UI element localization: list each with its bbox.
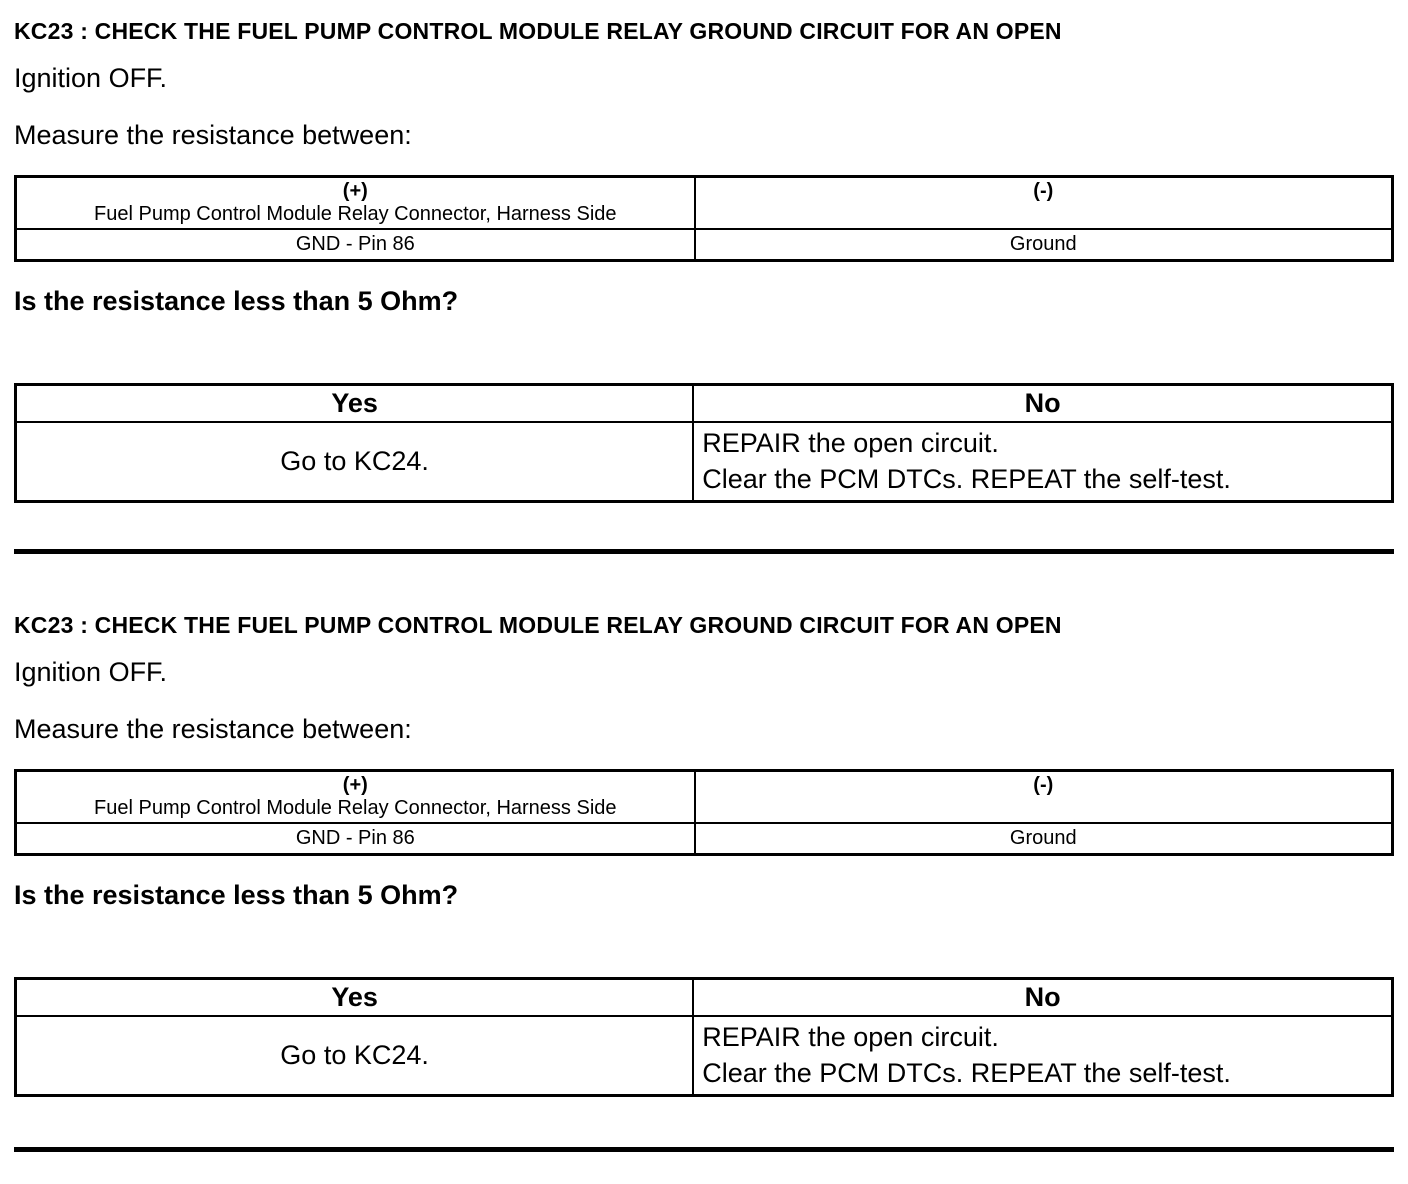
measure-instruction: Measure the resistance between:	[14, 713, 412, 744]
test-step-title: KC23 : CHECK THE FUEL PUMP CONTROL MODULE RELAY GROUND CIRCUIT FOR AN OPEN	[14, 611, 1062, 638]
yes-action: Go to KC24.	[16, 1016, 694, 1095]
no-action	[693, 1016, 1392, 1095]
diagnostic-question: Is the resistance less than 5 Ohm?	[14, 286, 459, 316]
no-action-line-2: Clear the PCM DTCs. REPEAT the self-test.	[702, 464, 1231, 495]
no-action	[693, 422, 1392, 501]
decision-table	[14, 977, 1394, 1097]
measure-instruction: Measure the resistance between:	[14, 120, 412, 150]
decision-table	[14, 383, 1394, 503]
test-step-title: KC23 : CHECK THE FUEL PUMP CONTROL MODULE RELAY GROUND CIRCUIT FOR AN OPEN	[14, 18, 1062, 44]
minus-header-cell	[695, 770, 1393, 823]
no-header: No	[693, 385, 1392, 423]
plus-pin-value: GND - Pin 86	[16, 823, 695, 855]
minus-polarity-label: (-)	[1033, 180, 1054, 202]
plus-polarity-label: (+)	[342, 180, 368, 202]
decision-header-row	[16, 385, 1393, 423]
measurement-value-row	[16, 823, 1393, 855]
no-action-line-1: REPAIR the open circuit.	[702, 1021, 999, 1052]
yes-header: Yes	[16, 385, 694, 423]
no-header: No	[693, 978, 1392, 1016]
minus-pin-value: Ground	[695, 229, 1393, 261]
measurement-header-row	[16, 177, 1393, 230]
yes-action: Go to KC24.	[16, 422, 694, 501]
no-action-line-1: REPAIR the open circuit.	[702, 428, 999, 458]
plus-header-cell	[16, 770, 695, 823]
minus-header-cell	[695, 177, 1393, 230]
section-divider	[14, 549, 1394, 554]
plus-header-cell	[16, 177, 695, 230]
pinpoint-test-block-1	[14, 18, 1394, 503]
pinpoint-test-block-2	[14, 612, 1394, 1097]
no-action-line-2: Clear the PCM DTCs. REPEAT the self-test.	[702, 1058, 1231, 1089]
plus-connector-label: Fuel Pump Control Module Relay Connector, Harness Side	[94, 203, 617, 225]
ignition-instruction: Ignition OFF.	[14, 656, 168, 687]
plus-connector-label: Fuel Pump Control Module Relay Connector, Harness Side	[94, 796, 617, 819]
section-divider	[14, 1147, 1394, 1152]
measurement-value-row	[16, 229, 1393, 261]
plus-pin-value: GND - Pin 86	[16, 229, 695, 261]
decision-value-row	[16, 422, 1393, 501]
ignition-instruction: Ignition OFF.	[14, 63, 168, 93]
measurement-table	[14, 769, 1394, 856]
plus-polarity-label: (+)	[342, 773, 368, 796]
decision-header-row	[16, 978, 1393, 1016]
measurement-table	[14, 175, 1394, 262]
decision-value-row	[16, 1016, 1393, 1095]
diagnostic-question: Is the resistance less than 5 Ohm?	[14, 879, 459, 910]
minus-polarity-label: (-)	[1033, 773, 1054, 796]
measurement-header-row	[16, 770, 1393, 823]
minus-pin-value: Ground	[695, 823, 1393, 855]
yes-header: Yes	[16, 978, 694, 1016]
